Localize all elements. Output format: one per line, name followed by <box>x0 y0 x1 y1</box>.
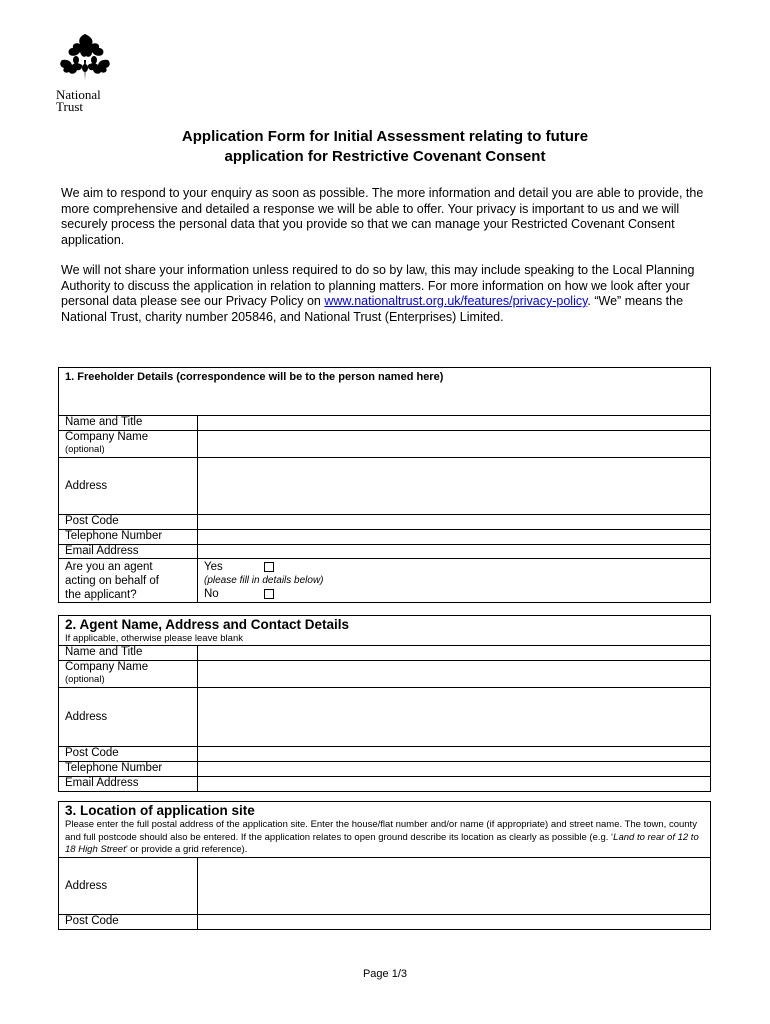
freeholder-postcode-input[interactable] <box>198 515 711 530</box>
freeholder-email-input[interactable] <box>198 545 711 559</box>
section3-header <box>59 802 711 858</box>
freeholder-company-input[interactable] <box>198 431 711 458</box>
site-postcode-input[interactable] <box>198 915 711 930</box>
logo-line1: National <box>56 87 101 102</box>
section2-title: 2. Agent Name, Address and Contact Details <box>65 617 350 632</box>
agent-company-text: Company Name <box>65 661 149 673</box>
freeholder-email-label: Email Address <box>59 545 198 559</box>
intro-paragraph-2 <box>61 263 721 325</box>
agent-name-label: Name and Title <box>59 646 198 661</box>
section3-desc-example: Land to rear of 12 to 18 High Street <box>65 831 699 855</box>
freeholder-telephone-label: Telephone Number <box>59 530 198 545</box>
section2-header <box>59 616 711 646</box>
agent-address-label: Address <box>59 688 198 747</box>
oak-leaf-icon <box>56 30 114 82</box>
agent-company-label <box>59 661 198 688</box>
freeholder-company-label <box>59 431 198 458</box>
agent-telephone-input[interactable] <box>198 762 711 777</box>
section2-subtitle: If applicable, otherwise please leave blank <box>65 633 243 644</box>
section1-title: 1. Freeholder Details (correspondence will be to the person named here) <box>65 371 444 383</box>
agent-company-input[interactable] <box>198 661 711 688</box>
site-address-input[interactable] <box>198 858 711 915</box>
charity-text: . “We” means the National Trust, charity number 205846, and National Trust (Enterprises) Limited. <box>61 294 684 324</box>
agent-q-line1: Are you an agent <box>65 561 153 573</box>
yes-label: Yes <box>204 561 223 573</box>
agent-note: (please fill in details below) <box>204 575 324 586</box>
freeholder-telephone-input[interactable] <box>198 530 711 545</box>
agent-optional-text: (optional) <box>65 674 105 685</box>
agent-name-input[interactable] <box>198 646 711 661</box>
section3-desc-text: Please enter the full postal address of the application site. Enter the house/flat number and/or name (if appropriate) and street name. The town, county and full postcode should also be entered. If the application relates to open ground describe its location as clearly as possible (e.g. ‘ <box>65 819 697 843</box>
national-trust-logo <box>56 30 120 113</box>
freeholder-name-label: Name and Title <box>59 416 198 431</box>
freeholder-address-input[interactable] <box>198 458 711 515</box>
page-title <box>0 127 770 167</box>
freeholder-postcode-label: Post Code <box>59 515 198 530</box>
page-number: Page 1/3 <box>362 968 408 980</box>
optional-text: (optional) <box>65 444 105 455</box>
freeholder-name-input[interactable] <box>198 416 711 431</box>
no-label: No <box>204 588 219 600</box>
company-name-text: Company Name <box>65 431 149 443</box>
agent-q-line3: the applicant? <box>65 589 137 601</box>
intro-paragraph-1: We aim to respond to your enquiry as soon as possible. The more information and detail you are able to provide, the more comprehensive and detailed a response we will be able to offer. Your privacy is important to us and we will securely process the personal data that you provide so that we can manage your Restricted Covenant Consent application. <box>61 186 704 247</box>
section3-title: 3. Location of application site <box>65 803 255 818</box>
agent-options <box>198 559 711 603</box>
agent-address-input[interactable] <box>198 688 711 747</box>
agent-details-table <box>58 615 711 792</box>
freeholder-address-label: Address <box>59 458 198 515</box>
freeholder-details-table <box>58 367 711 603</box>
agent-email-input[interactable] <box>198 777 711 792</box>
title-line2: application for Restrictive Covenant Consent <box>224 148 546 165</box>
privacy-policy-link[interactable]: www.nationaltrust.org.uk/features/privacy-policy <box>324 294 588 308</box>
agent-postcode-input[interactable] <box>198 747 711 762</box>
title-line1: Application Form for Initial Assessment relating to future <box>181 128 589 145</box>
agent-telephone-label: Telephone Number <box>59 762 198 777</box>
agent-email-label: Email Address <box>59 777 198 792</box>
section3-description <box>65 819 704 857</box>
yes-checkbox[interactable] <box>264 562 274 572</box>
privacy-text: We will not share your information unless required to do so by law, this may include speaking to the Local Planning Authority to discuss the application in relation to planning matters. For more information on how we look after your personal data please see our Privacy Policy on <box>61 263 695 308</box>
logo-line2: Trust <box>56 99 83 114</box>
no-checkbox[interactable] <box>264 589 274 599</box>
agent-q-line2: acting on behalf of <box>65 575 159 587</box>
section3-desc-end: ’ or provide a grid reference). <box>125 844 248 855</box>
site-postcode-label: Post Code <box>59 915 198 930</box>
logo-wordmark <box>56 89 120 113</box>
agent-question-label <box>59 559 198 603</box>
section1-header <box>59 368 711 416</box>
site-address-label: Address <box>59 858 198 915</box>
site-location-table <box>58 801 711 930</box>
agent-postcode-label: Post Code <box>59 747 198 762</box>
